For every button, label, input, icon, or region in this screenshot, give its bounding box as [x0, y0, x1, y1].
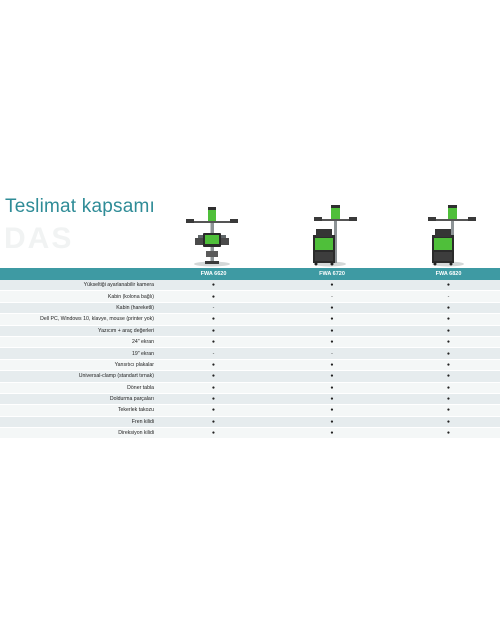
table-row: [0, 428, 500, 439]
not-included-mark: -: [267, 348, 397, 359]
table-row: [0, 291, 500, 302]
included-mark: ●: [160, 416, 267, 427]
feature-label: Kabin (hareketli): [0, 302, 160, 313]
feature-label: Kabin (kolona bağlı): [0, 291, 160, 302]
included-mark: ●: [397, 325, 500, 336]
not-included-mark: -: [397, 291, 500, 302]
included-mark: ●: [267, 428, 397, 439]
feature-label: 19" ekran: [0, 348, 160, 359]
feature-label: Universal-clamp (standart tırnak): [0, 371, 160, 382]
included-mark: ●: [397, 359, 500, 370]
table-header-row: [0, 268, 500, 280]
table-row: [0, 302, 500, 313]
included-mark: ●: [267, 325, 397, 336]
included-mark: ●: [397, 393, 500, 404]
included-mark: ●: [267, 359, 397, 370]
included-mark: ●: [160, 428, 267, 439]
included-mark: ●: [160, 371, 267, 382]
header-fwa-6620: FWA 6620: [160, 268, 267, 280]
included-mark: ●: [397, 314, 500, 325]
included-mark: ●: [267, 382, 397, 393]
fwa-6620-product-image: [182, 205, 242, 267]
not-included-mark: -: [160, 302, 267, 313]
included-mark: ●: [160, 405, 267, 416]
included-mark: ●: [397, 336, 500, 347]
included-mark: ●: [267, 314, 397, 325]
header-feature: [0, 268, 160, 280]
included-mark: ●: [267, 336, 397, 347]
included-mark: ●: [160, 325, 267, 336]
table-row: [0, 348, 500, 359]
table-row: [0, 314, 500, 325]
feature-label: Dell PC, Windows 10, klavye, mouse (printer yok): [0, 314, 160, 325]
not-included-mark: -: [160, 348, 267, 359]
feature-label: Yazıcım + araç değerleri: [0, 325, 160, 336]
included-mark: ●: [397, 416, 500, 427]
included-mark: ●: [160, 314, 267, 325]
included-mark: ●: [397, 302, 500, 313]
included-mark: ●: [267, 393, 397, 404]
feature-label: Doldurma parçaları: [0, 393, 160, 404]
header-fwa-6820: FWA 6820: [397, 268, 500, 280]
included-mark: ●: [397, 405, 500, 416]
table-row: [0, 336, 500, 347]
table-row: [0, 371, 500, 382]
included-mark: ●: [267, 280, 397, 291]
feature-label: Yükseltiği ayarlanabilir kamera: [0, 280, 160, 291]
included-mark: ●: [267, 416, 397, 427]
fwa-6720-product-image: [305, 205, 360, 267]
included-mark: ●: [397, 382, 500, 393]
table-row: [0, 325, 500, 336]
included-mark: ●: [397, 348, 500, 359]
feature-label: Fren kilidi: [0, 416, 160, 427]
header-fwa-6720: FWA 6720: [267, 268, 397, 280]
included-mark: ●: [160, 382, 267, 393]
included-mark: ●: [160, 280, 267, 291]
included-mark: ●: [397, 280, 500, 291]
included-mark: ●: [267, 371, 397, 382]
delivery-scope-table: [0, 268, 500, 439]
table-row: [0, 416, 500, 427]
included-mark: ●: [397, 428, 500, 439]
table-row: [0, 393, 500, 404]
not-included-mark: -: [267, 291, 397, 302]
table-row: [0, 405, 500, 416]
feature-label: Tekerlek takozu: [0, 405, 160, 416]
included-mark: ●: [160, 393, 267, 404]
feature-label: Döner tabla: [0, 382, 160, 393]
included-mark: ●: [267, 302, 397, 313]
included-mark: ●: [160, 291, 267, 302]
included-mark: ●: [267, 405, 397, 416]
feature-label: 24" ekran: [0, 336, 160, 347]
table-row: [0, 382, 500, 393]
table-row: [0, 359, 500, 370]
included-mark: ●: [160, 359, 267, 370]
included-mark: ●: [397, 371, 500, 382]
table-row: [0, 280, 500, 291]
included-mark: ●: [160, 336, 267, 347]
page-title: Teslimat kapsamı: [5, 196, 155, 217]
background-watermark: DAS: [4, 222, 74, 255]
feature-label: Direksiyon kilidi: [0, 428, 160, 439]
feature-label: Yansıtıcı plakalar: [0, 359, 160, 370]
fwa-6820-product-image: [424, 205, 479, 267]
